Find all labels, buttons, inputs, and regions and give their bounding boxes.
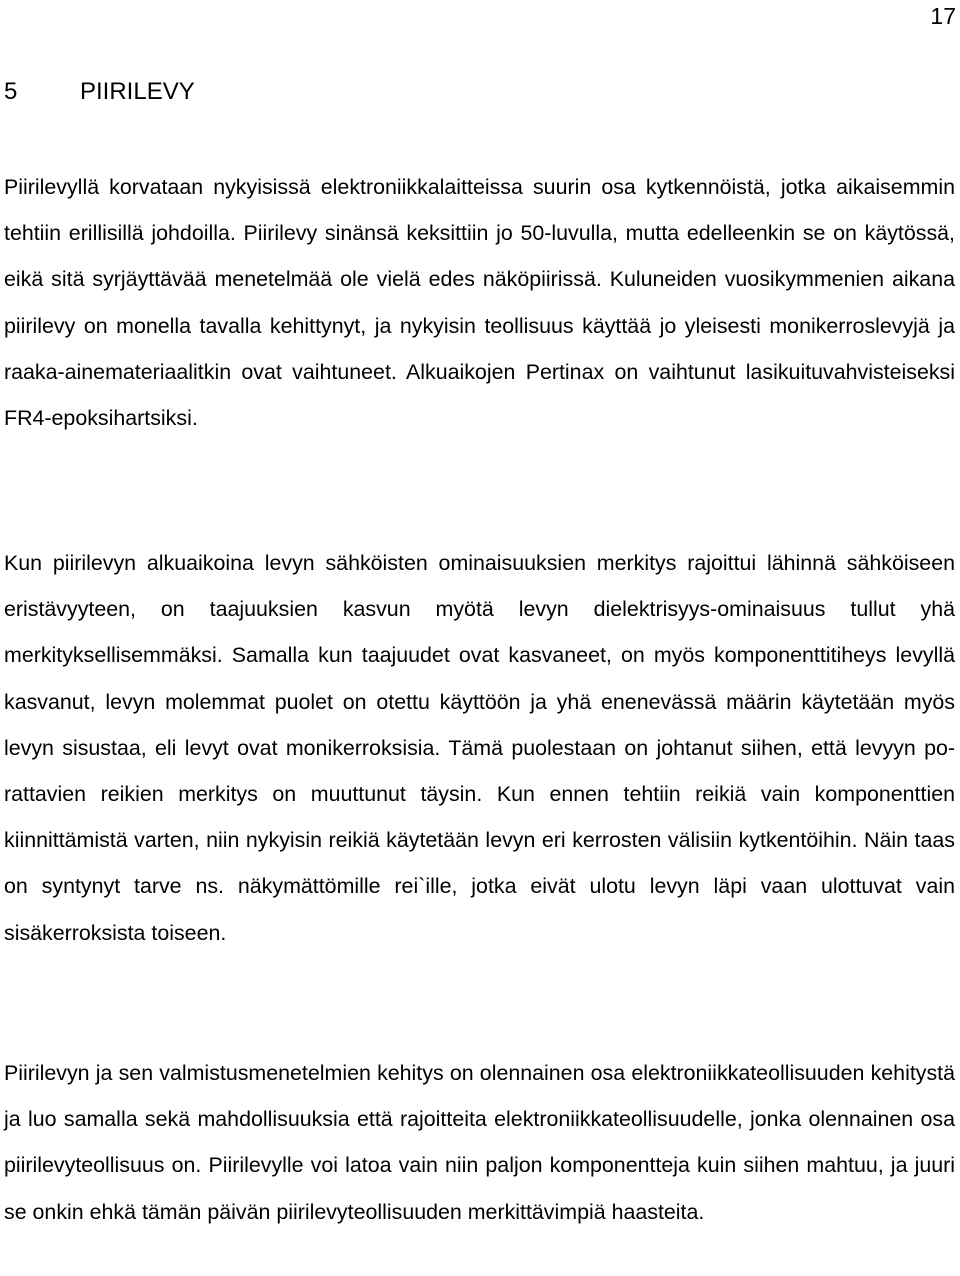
- chapter-number: 5: [4, 78, 18, 105]
- page-number: 17: [930, 3, 956, 29]
- chapter-heading: [4, 76, 195, 108]
- body-paragraph: Kun piirilevyn alkuaikoina levyn sähköisten ominaisuuksien merkitys rajoittui lähinnä sähköiseen eristävyyteen, on taajuuksien kasvun myötä levyn dielektrisyys-ominaisuus tullut yhä merkityksellisemmäksi. Samalla kun taajuudet ovat kasvaneet, on myös komponenttitiheys levyllä kasvanut, levyn molemmat puolet on otettu käyttöön ja yhä enenevässä määrin käytetään myös levyn sisustaa, eli levyt ovat monikerroksisia. Tämä puolestaan on johtanut siihen, että levyyn porattavien reikien merkitys on muuttunut täysin. Kun ennen tehtiin reikiä vain komponenttien kiinnittämistä varten, niin nykyisin reikiä käytetään levyn eri kerrosten välisiin kytkentöihin. Näin taas on syntynyt tarve ns. näkymättömille rei`ille, jotka eivät ulotu levyn läpi vaan ulottuvat vain sisäkerroksista toiseen.: [4, 551, 955, 945]
- chapter-title: PIIRILEVY: [80, 78, 195, 105]
- body-paragraph: Piirilevyn ja sen valmistusmenetelmien kehitys on olennainen osa elektroniikkateollisuuden kehitystä ja luo samalla sekä mahdollisuuksia että rajoitteita elektroniikkateollisuudelle, jonka olennainen osa piirilevyteollisuus on. Piirilevylle voi latoa vain niin paljon komponentteja kuin siihen mahtuu, ja juuri se onkin ehkä tämän päivän piirilevyteollisuuden merkittävimpiä haasteita.: [4, 1061, 955, 1224]
- body-paragraph: Piirilevyllä korvataan nykyisissä elektroniikkalaitteissa suurin osa kytkennöistä, jotka aikaisemmin tehtiin erillisillä johdoilla. Piirilevy sinänsä keksittiin jo 50-luvulla, mutta edelleenkin se on käytössä, eikä sitä syrjäyttävää menetelmää ole vielä edes näköpiirissä. Kuluneiden vuosikymmenien aikana piirilevy on monella tavalla kehittynyt, ja nykyisin teollisuus käyttää jo yleisesti monikerroslevyjä ja raaka-ainemateriaalitkin ovat vaihtuneet. Alkuaikojen Pertinax on vaihtunut lasikuituvahvisteiseksi FR4-epoksihartsiksi.: [4, 175, 955, 431]
